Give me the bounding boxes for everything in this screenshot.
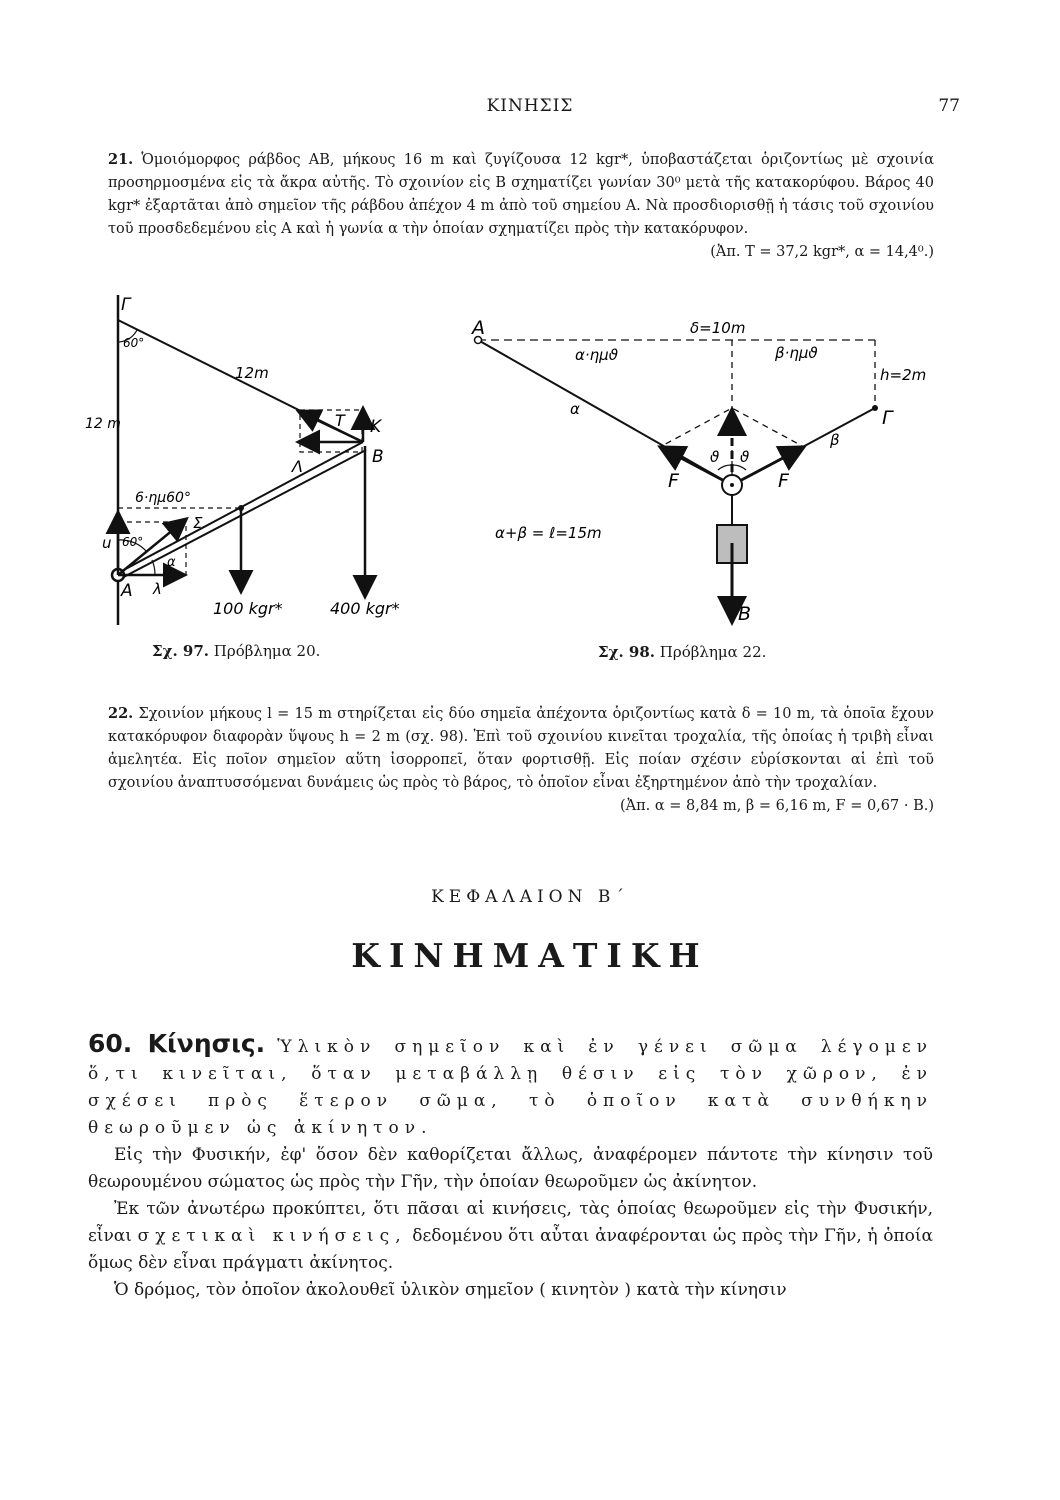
problem-22-number: 22. [108, 705, 134, 722]
label-b-sin: β·ημϑ [775, 344, 818, 362]
section-60-paragraph-2: Εἰς τὴν Φυσικήν, ἐφ' ὅσον δὲν καθορίζεται ἄλλως, ἀναφέρομεν πάντοτε τὴν κίνησιν τοῦ θεωρουμένου σώματος ὡς πρὸς τὴν Γῆν, τὴν ὁποίαν θεωροῦμεν ὡς ἀκίνητον. [88, 1145, 933, 1192]
figure-97-caption-label: Σχ. 97. [152, 642, 210, 660]
label-theta-left: ϑ [710, 448, 720, 466]
problem-21-number: 21. [108, 151, 134, 168]
label-gamma: Γ [882, 407, 893, 429]
chapter-title: ΚΙΝΗΜΑΤΙΚΗ [351, 936, 709, 975]
problem-22-answer: (Ἀπ. α = 8,84 m, β = 6,16 m, F = 0,67 · B.) [620, 798, 934, 814]
label-k: K [370, 417, 382, 437]
figure-97-caption [152, 642, 320, 660]
problem-21-answer: (Ἀπ. Τ = 37,2 kgr*, α = 14,4⁰.) [710, 244, 934, 260]
label-weight-100: 100 kgr* [213, 599, 283, 618]
label-a-sin: α·ημϑ [575, 346, 618, 364]
section-60-paragraph-3 [88, 1196, 933, 1277]
label-lambda-lower: λ [153, 580, 162, 598]
angle-arc-alpha [152, 560, 155, 575]
figure-98-caption-label: Σχ. 98. [598, 643, 656, 661]
label-u: u [102, 534, 112, 552]
figure-98 [470, 310, 940, 640]
problem-21-text: Ὁμοιόμορφος ράβδος ΑΒ, μήκους 16 m καὶ ζυγίζουσα 12 kgr*, ὑποβαστάζεται ὁριζοντίως μὲ σχοινία προσηρμοσμένα εἰς τὰ ἄκρα αὐτῆς. Τὸ σχοινίον εἰς Β σχηματίζει γωνίαν 30⁰ μετὰ τῆς κατακορύφου. Βάρος 40 kgr* ἐξαρτᾶται ἀπὸ σημεῖον τῆς ράβδου ἀπέχον 4 m ἀπὸ τοῦ σημείου Α. Νὰ προσδιορισθῇ ἡ τάσις τοῦ σχοινίου τοῦ προσδεδεμένου εἰς Α καὶ ἡ γωνία α τὴν ὁποίαν σχηματίζει πρὸς τὴν κατακόρυφον. [108, 152, 934, 237]
section-60-paragraph-4: Ὁ δρόμος, τὸν ὁποῖον ἀκολουθεῖ ὑλικὸν σημεῖον ( κινητὸν ) κατὰ τὴν κίνησιν [114, 1280, 787, 1300]
label-a: A [472, 317, 485, 339]
label-a: A [121, 581, 133, 601]
page-number: 77 [938, 96, 960, 116]
section-60-definition: Ὑλικὸν σημεῖον καὶ ἐν γένει σῶμα λέγομεν ὅ,τι κινεῖται, ὅταν μεταβάλλῃ θέσιν εἰς τὸν χῶρον, ἐν σχέσει πρὸς ἕτερον σῶμα, τὸ ὁποῖον κατὰ συνθήκην θεωροῦμεν ὡς ἀκίνητον. [88, 1037, 933, 1138]
label-theta-right: ϑ [740, 448, 750, 466]
label-angle-60-top: 60° [123, 336, 145, 350]
label-t: T [335, 411, 345, 430]
label-six-sin60: 6·ημ60° [135, 490, 191, 506]
figure-97 [85, 290, 455, 630]
label-b: B [738, 603, 752, 625]
label-angle-60-bottom: 60° [122, 535, 144, 549]
section-60 [88, 1030, 933, 1304]
chapter-label: ΚΕΦΑΛΑΙΟΝ Β΄ [431, 887, 629, 907]
running-title: ΚΙΝΗΣΙΣ [486, 96, 574, 116]
label-sum: α+β = ℓ=15m [495, 524, 602, 542]
section-60-title: 60. Κίνησις. [88, 1029, 266, 1058]
label-12m-vertical: 12 m [85, 416, 121, 432]
label-f-right: F [778, 470, 789, 492]
tension-arrow [300, 412, 363, 442]
label-12m-diagonal: 12m [235, 364, 269, 382]
label-gamma: Γ [121, 295, 131, 315]
section-60-paragraph-3-end: δεδομένου ὅτι αὗται ἀναφέρονται ὡς πρὸς τὴν Γῆν, ἡ ὁποία ὅμως δὲν εἶναι πράγματι ἀκίνητος. [88, 1226, 933, 1273]
label-lambda-upper: Λ [292, 457, 303, 476]
label-beta: β [830, 431, 840, 449]
label-h: h=2m [880, 366, 927, 384]
label-sigma: Σ [193, 514, 203, 532]
label-f-left: F [668, 470, 679, 492]
figure-97-caption-text: Πρόβλημα 20. [213, 642, 321, 660]
problem-22-text: Σχοινίον μήκους l = 15 m στηρίζεται εἰς δύο σημεῖα ἀπέχοντα ὁριζοντίως κατὰ δ = 10 m, τὰ ὁποῖα ἔχουν κατακόρυφον διαφορὰν ὕψους h = 2 m (σχ. 98). Ἐπὶ τοῦ σχοινίου κινεῖται τροχαλία, τῆς ὁποίας ἡ τριβὴ εἶναι ἀμελητέα. Εἰς ποῖον σημεῖον αὕτη ἰσορροπεῖ, ὅταν φορτισθῇ. Εἰς ποίαν σχέσιν εὑρίσκονται αἱ ἐπὶ τοῦ σχοινίου ἀναπτυσσόμεναι δυνάμεις ὡς πρὸς τὸ βάρος, τὸ ὁποῖον εἶναι ἐξηρτημένον ἀπὸ τὴν τροχαλίαν. [108, 706, 934, 791]
label-b: B [372, 447, 384, 467]
label-alpha: α [570, 400, 580, 418]
problem-21 [108, 148, 934, 264]
problem-22 [108, 702, 934, 818]
relative-motions-term: σχετικαὶ κινήσεις, [137, 1226, 407, 1246]
figure-98-caption [598, 643, 766, 661]
figure-98-caption-text: Πρόβλημα 22. [659, 643, 767, 661]
label-alpha: α [167, 555, 176, 570]
section-60-paragraph-3-start: Ἐκ τῶν ἀνωτέρω προκύπτει, ὅτι πᾶσαι αἱ κινήσεις, τὰς ὁποίας θεωροῦμεν εἰς τὴν Φυσικήν, εἶναι [88, 1199, 933, 1246]
label-delta: δ=10m [690, 319, 746, 337]
label-weight-400: 400 kgr* [330, 599, 400, 618]
